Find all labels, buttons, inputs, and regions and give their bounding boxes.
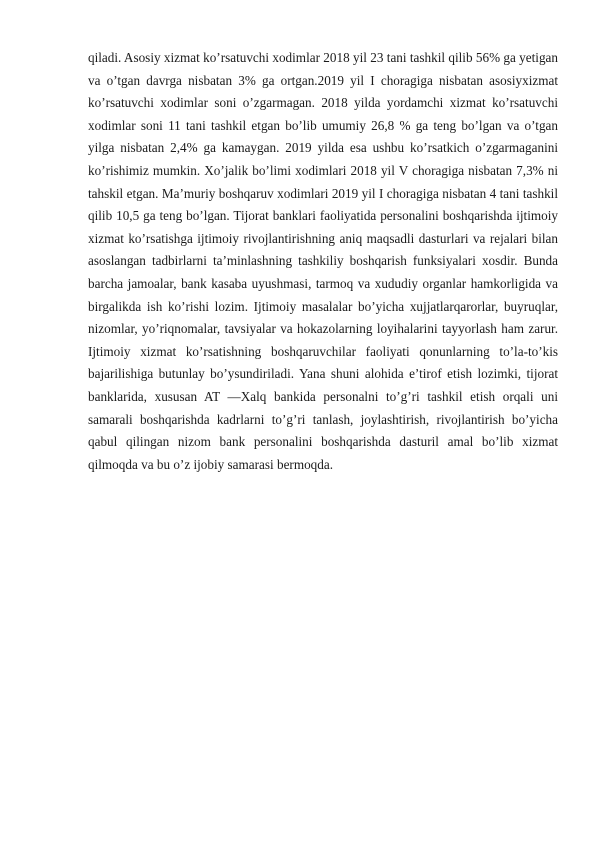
body-paragraph: qiladi. Asosiy xizmat ko’rsatuvchi xodimlar 2018 yil 23 tani tashkil qilib 56% ga yetigan va o’tgan davrga nisbatan 3% ga ortgan.2019 yil I choragiga nisbatan asosiyxizmat ko’rsatuvchi xodimlar soni o’zgarmagan. 2018 yilda yordamchi xizmat ko’rsatuvchi xodimlar soni 11 tani tashkil etgan bo’lib umumiy 26,8 % ga teng bo’lgan va o’tgan yilga nisbatan 2,4% ga kamaygan. 2019 yilda esa ushbu ko’rsatkich o’zgarmaganini ko’rishimiz mumkin. Xo’jalik bo’limi xodimlari 2018 yil V choragiga nisbatan 7,3% ni tahskil etgan. Ma’muriy boshqaruv xodimlari 2019 yil I choragiga nisbatan 4 tani tashkil qilib 10,5 ga teng bo’lgan. Tijorat banklari faoliyatida personalini boshqarishda ijtimoiy xizmat ko’rsatishga ijtimoiy rivojlantirishning aniq maqsadli dasturlari va rejalari bilan asoslangan tadbirlarni ta’minlashning tashkiliy boshqarish funksiyalari xosdir. Bunda barcha jamoalar, bank kasaba uyushmasi, tarmoq va xududiy organlar hamkorligida va birgalikda ish ko’rishi lozim. Ijtimoiy masalalar bo’yicha xujjatlarqarorlar, buyruqlar, nizomlar, yo’riqnomalar, tavsiyalar va hokazolarning loyihalarini tayyorlash ham zarur. Ijtimoiy xizmat ko’rsatishning boshqaruvchilar faoliyati qonunlarning to’la-to’kis bajarilishiga butunlay bo’ysundiriladi. Yana shuni alohida e’tirof etish lozimki, tijorat banklarida, xususan AT ―Xalq bankida personalni to’g’ri tashkil etish orqali uni samarali boshqarishda kadrlarni to’g’ri tanlash, joylashtirish, rivojlantirish bo’yicha qabul qilingan nizom bank personalini boshqarishda dasturil amal bo’lib xizmat qilmoqda va bu o’z ijobiy samarasi bermoqda. xyxy=(88,50,558,472)
